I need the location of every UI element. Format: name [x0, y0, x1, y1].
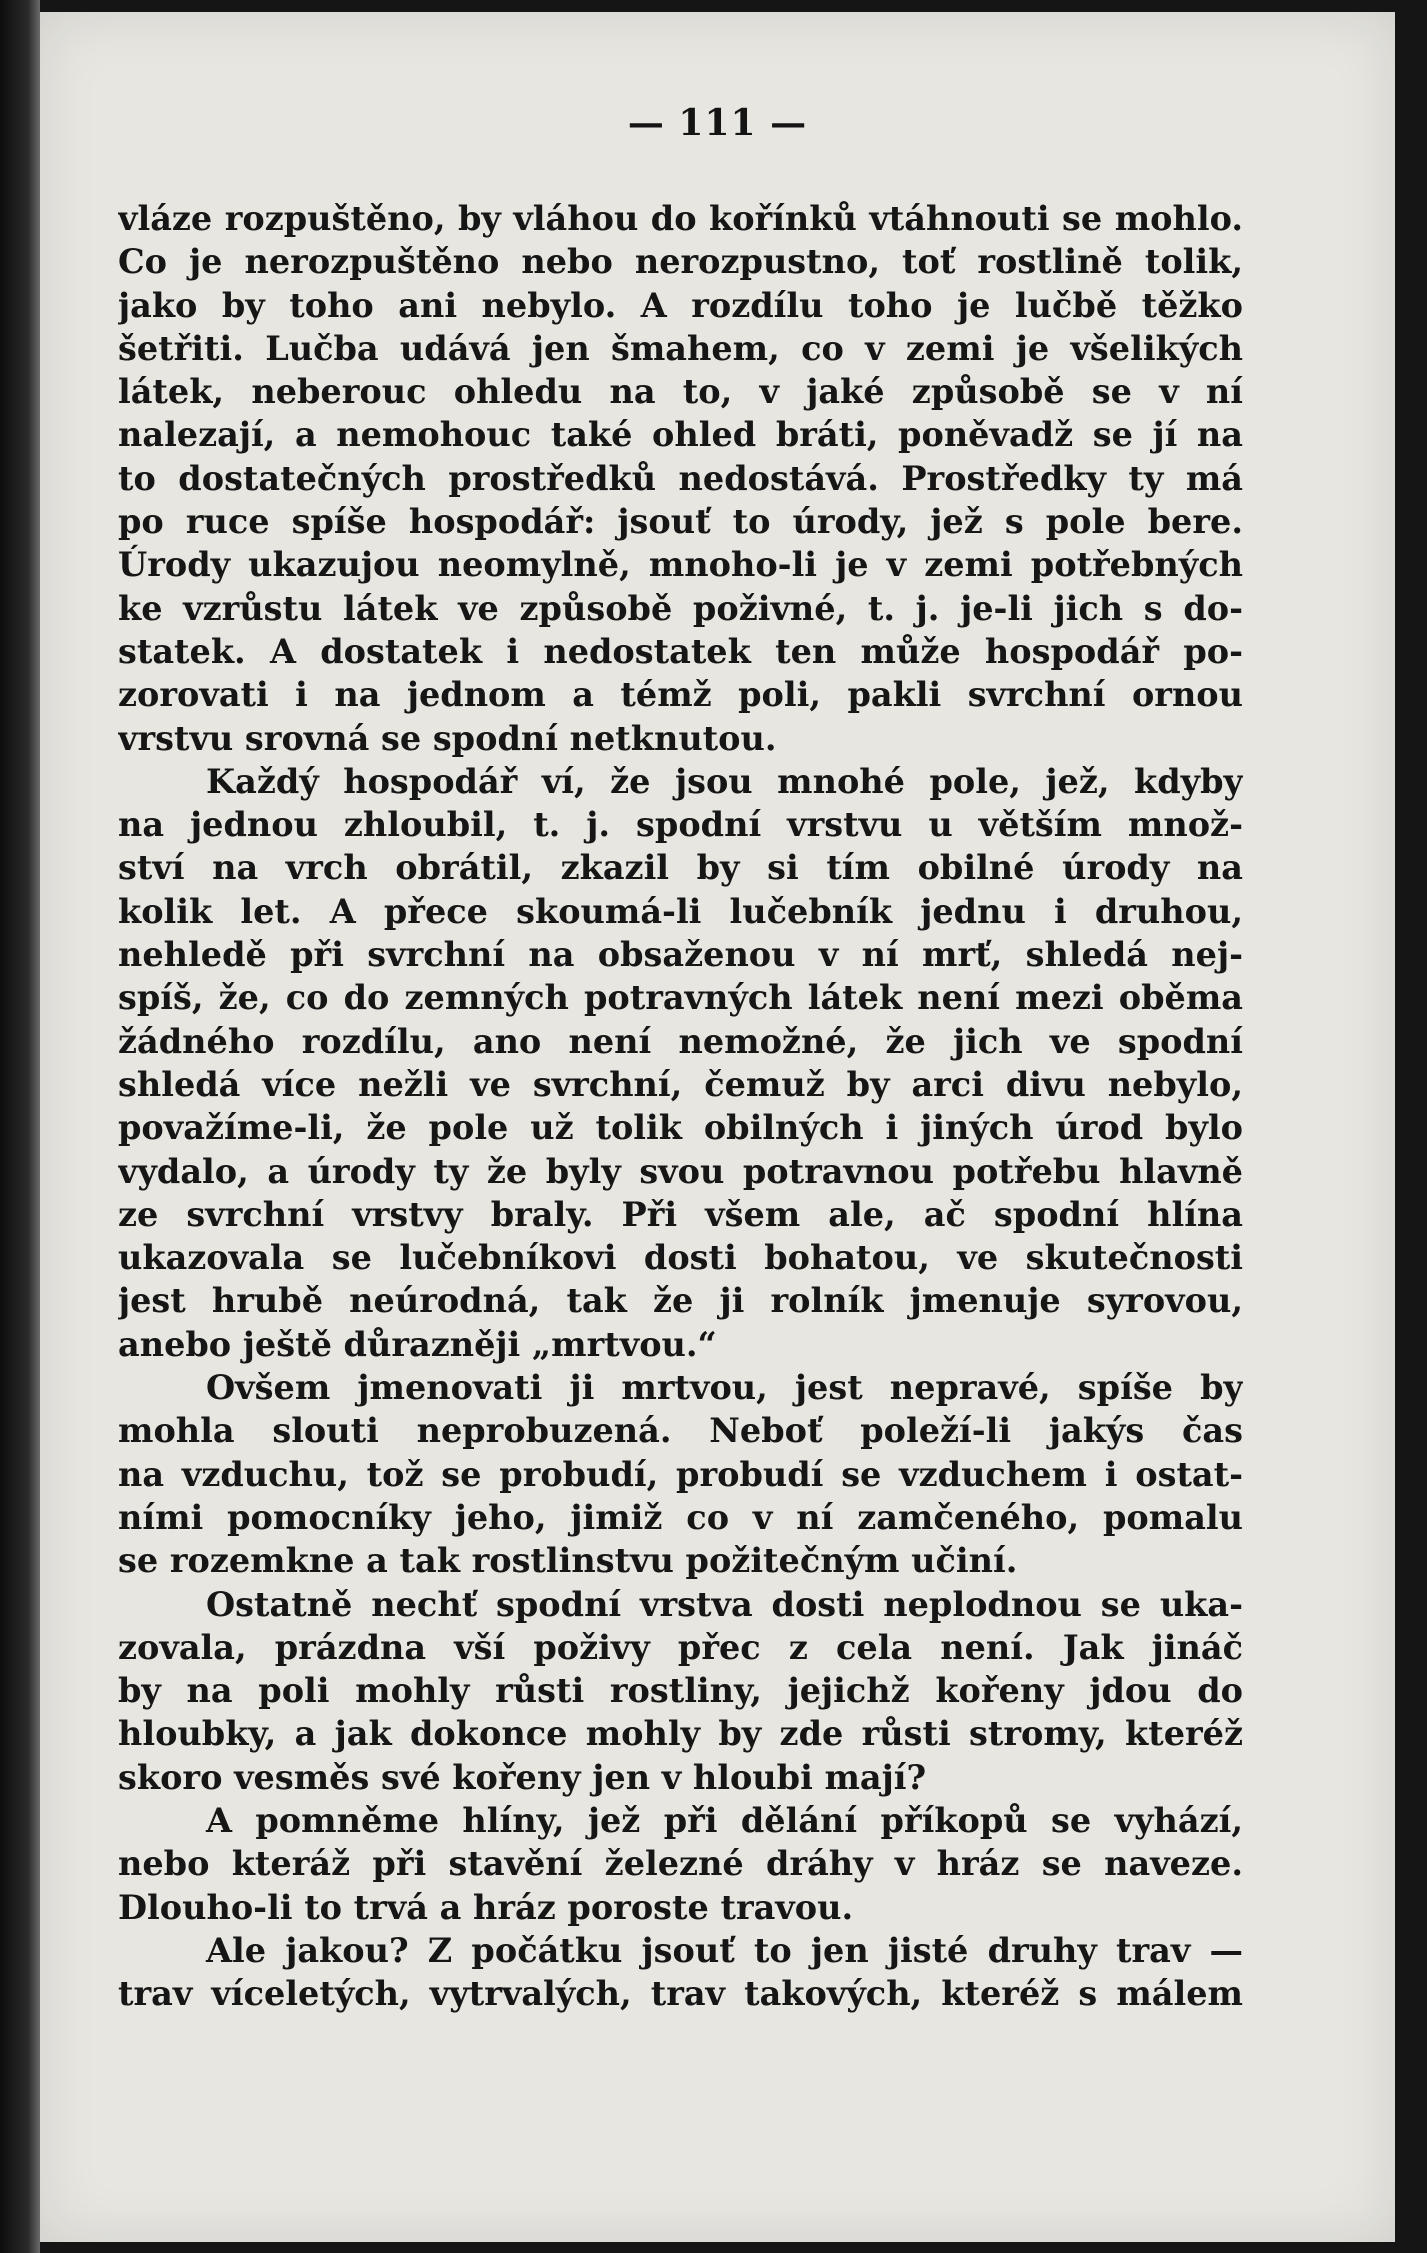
text-line: shledá více nežli ve svrchní, čemuž by arci divu nebylo, [118, 1064, 1243, 1104]
text-line: vláze rozpuštěno, by vláhou do kořínků vtáhnouti se mohlo. [118, 199, 1243, 238]
text-line: na vzduchu, tož se probudí, probudí se vzduchem i ostat- [118, 1454, 1243, 1494]
text-line: jako by toho ani nebylo. A rozdílu toho je lučbě těžko [118, 285, 1243, 325]
text-line: Každý hospodář ví, že jsou mnohé pole, jež, kdyby [206, 761, 1243, 801]
text-line: po ruce spíše hospodář: jsouť to úrody, jež s pole bere. [118, 502, 1243, 542]
text-line: skoro vesměs své kořeny jen v hloubi mají? [118, 1757, 927, 1797]
page-number: — 111 — [627, 102, 808, 144]
text-line: mohla slouti neprobuzená. Neboť poleží-li jakýs čas [118, 1411, 1243, 1451]
text-line: A pomněme hlíny, jež při dělání příkopů se vyhází, [206, 1800, 1243, 1840]
text-line: Co je nerozpuštěno nebo nerozpustno, toť rostlině tolik, [118, 242, 1243, 282]
text-line: by na poli mohly růsti rostliny, jejichž kořeny jdou do [118, 1671, 1243, 1711]
text-line: Ostatně nechť spodní vrstva dosti neplodnou se uka- [206, 1584, 1243, 1624]
text-line: to dostatečných prostředků nedostává. Prostředky ty má [118, 458, 1243, 498]
text-line: zorovati i na jednom a témž poli, pakli svrchní ornou [118, 675, 1243, 715]
text-line: ke vzrůstu látek ve způsobě poživné, t. j. je-li jich s do- [118, 588, 1243, 628]
text-line: ství na vrch obrátil, zkazil by si tím obilné úrody na [118, 848, 1243, 888]
text-line: ze svrchní vrstvy braly. Při všem ale, ač spodní hlína [118, 1194, 1243, 1234]
text-line: ními pomocníky jeho, jimiž co v ní zamčeného, pomalu [118, 1497, 1243, 1537]
text-line: vrstvu srovná se spodní netknutou. [118, 718, 777, 758]
text-line: šetřiti. Lučba udává jen šmahem, co v zemi je všelikých [118, 328, 1243, 368]
text-line: nebo kteráž při stavění železné dráhy v hráz se naveze. [118, 1844, 1243, 1884]
text-line: hloubky, a jak dokonce mohly by zde růsti stromy, kteréž [118, 1714, 1243, 1754]
text-line: spíš, že, co do zemných potravných látek není mezi oběma [118, 978, 1243, 1018]
text-line: Úrody ukazujou neomylně, mnoho-li je v zemi potřebných [118, 545, 1243, 585]
text-line: jest hrubě neúrodná, tak že ji rolník jmenuje syrovou, [118, 1281, 1243, 1321]
text-line: anebo ještě důrazněji „mrtvou.“ [118, 1324, 717, 1364]
book-page [40, 12, 1395, 2242]
text-line: považíme-li, že pole už tolik obilných i jiných úrod bylo [118, 1108, 1243, 1148]
text-line: Ovšem jmenovati ji mrtvou, jest nepravé, spíše by [206, 1368, 1243, 1408]
text-line: vydalo, a úrody ty že byly svou potravnou potřebu hlavně [118, 1151, 1243, 1191]
text-line: Dlouho-li to trvá a hráz poroste travou. [118, 1887, 854, 1927]
scan-left-edge [0, 0, 40, 2253]
text-line: ukazovala se lučebníkovi dosti bohatou, ve skutečnosti [118, 1238, 1243, 1278]
body-text [118, 197, 1243, 2015]
text-line: kolik let. A přece skoumá-li lučebník jednu i druhou, [118, 891, 1243, 931]
text-line: nalezají, a nemohouc také ohled bráti, poněvadž se jí na [118, 415, 1243, 455]
text-line: na jednou zhloubil, t. j. spodní vrstvu u větším množ- [118, 805, 1243, 845]
text-line: nehledě při svrchní na obsaženou v ní mrť, shledá nej- [118, 935, 1243, 975]
text-line: trav víceletých, vytrvalých, trav takových, kteréž s málem [118, 1974, 1243, 2014]
text-line: žádného rozdílu, ano není nemožné, že jich ve spodní [118, 1021, 1243, 1061]
text-line: se rozemkne a tak rostlinstvu požitečným učiní. [118, 1541, 1018, 1581]
text-line: statek. A dostatek i nedostatek ten může hospodář po- [118, 631, 1243, 671]
text-line: Ale jakou? Z počátku jsouť to jen jisté druhy trav — [206, 1930, 1243, 1970]
text-line: látek, neberouc ohledu na to, v jaké způsobě se v ní [118, 372, 1243, 412]
text-line: zovala, prázdna vší poživy přec z cela není. Jak jináč [118, 1627, 1243, 1667]
